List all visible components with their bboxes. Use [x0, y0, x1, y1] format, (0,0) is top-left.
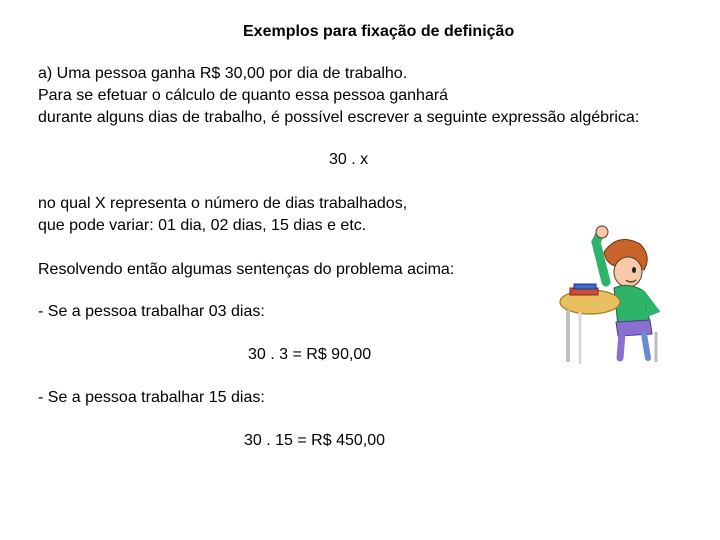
intro-line-3: durante alguns dias de trabalho, é possível escrever a seguinte expressão algébrica:: [38, 109, 640, 126]
intro-line-2: Para se efetuar o cálculo de quanto essa pessoa ganhará: [38, 87, 449, 104]
intro-line-1: a) Uma pessoa ganha R$ 30,00 por dia de trabalho.: [38, 65, 408, 82]
student-raising-hand-icon: [556, 222, 666, 367]
explanation-line-2: que pode variar: 01 dia, 02 dias, 15 dias e etc.: [38, 217, 367, 234]
case-1-result: 30 . 3 = R$ 90,00: [248, 346, 372, 363]
case-2-label: - Se a pessoa trabalhar 15 dias:: [38, 389, 265, 406]
solving-heading: Resolvendo então algumas sentenças do problema acima:: [38, 261, 455, 278]
algebraic-expression: 30 . x: [329, 151, 369, 168]
page-title: Exemplos para fixação de definição: [243, 23, 515, 40]
case-2-result: 30 . 15 = R$ 450,00: [244, 432, 385, 449]
case-1-label: - Se a pessoa trabalhar 03 dias:: [38, 303, 265, 320]
explanation-line-1: no qual X representa o número de dias trabalhados,: [38, 195, 408, 212]
